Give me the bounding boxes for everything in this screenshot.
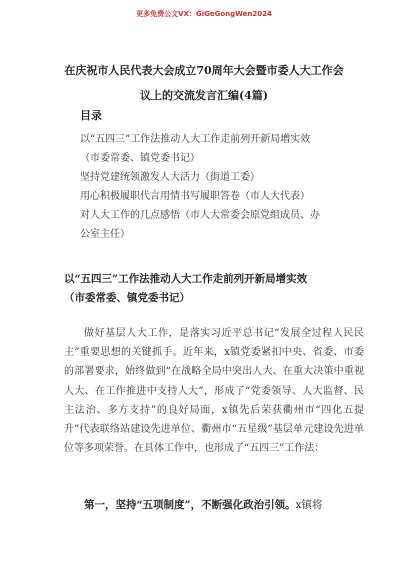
top-banner [0,0,408,28]
point-paragraph [64,496,364,515]
toc-heading: 目录 [80,109,102,122]
toc-item [80,206,380,244]
toc-item [80,168,380,187]
section-title-line: 以“五四三”工作法推动人大工作走前列开新局增实效 [64,273,308,285]
toc-item-line: 坚持党建统领激发人大活力（街道工委） [80,172,260,183]
toc-item-line: （市委常委、镇党委书记） [80,153,200,164]
point-text: x镇将 [295,499,323,511]
toc-item-line: 以“五四三”工作法推动人大工作走前列开新局增实效 [80,134,311,145]
toc-item-line: 对人大工作的几点感悟（市人大常委会原党组成员、办 [80,210,320,221]
document-title [40,58,368,108]
body-paragraph: 做好基层人大工作，是落实习近平总书记“发展全过程人民民主”重要思想的关键抓手。近年来，x镇党委紧扣中央、省委、市委的部署要求，始终做到“在战略全局中突出人大、在重大决策中重视人大、在工作推进中支持人大”，形成了“党委领导、人大监督、民主法治、多方支持”的良好局面，x镇先后荣获衢州市“四化五提升”代表联络站建设先进单位、衢州市“五星级”基层单元建设先进单位等多项荣誉。在具体工作中，也形成了“五四三”工作法： [64,328,364,455]
document-title-line: 在庆祝市人民代表大会成立70周年大会暨市委人大工作会 [64,64,344,77]
table-of-contents [80,130,380,244]
document-title-line: 议上的交流发言汇编(4篇) [139,89,269,102]
toc-item [80,187,380,206]
toc-item [80,130,380,168]
point-lead: 第一，坚持“五项制度”，不断强化政治引领。 [84,499,296,511]
section-title-line: （市委常委、镇党委书记） [64,292,190,304]
toc-item-line: 用心积极履职代言用情书写履职答卷（市人大代表） [80,191,310,202]
watermark-text: 更多免费公文VX：GiGeGongWen2024 [136,10,272,18]
toc-item-line: 公室主任） [80,229,130,240]
section-title [64,270,380,308]
